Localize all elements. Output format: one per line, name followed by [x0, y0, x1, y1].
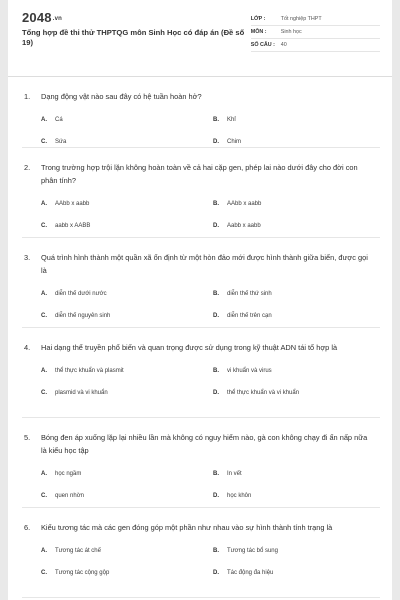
option-text: aabb x AABB — [55, 223, 91, 229]
answer-options — [41, 360, 374, 404]
meta-row-class — [251, 13, 380, 26]
option-text: thể thực khuẩn và plasmit — [55, 368, 124, 374]
question-line — [24, 161, 374, 187]
option-b[interactable] — [213, 360, 383, 382]
option-letter: C. — [41, 570, 47, 576]
option-text: AAbb x aabb — [227, 201, 262, 207]
option-letter: D. — [213, 313, 219, 319]
option-letter: B. — [213, 368, 219, 374]
option-letter: C. — [41, 493, 47, 499]
header-left — [22, 10, 251, 48]
logo-text: 2048 — [22, 10, 52, 25]
option-a[interactable] — [41, 540, 213, 562]
meta-value: 40 — [280, 42, 287, 48]
question-text: Trong trường hợp trội lặn không hoàn toàn về cả hai cặp gen, phép lai nào dưới đây cho đời con phân tính? — [41, 163, 358, 185]
question-item — [22, 148, 380, 238]
option-a[interactable] — [41, 109, 213, 131]
option-letter: D. — [213, 493, 219, 499]
meta-value: Tốt nghiệp THPT — [280, 16, 322, 22]
option-letter: A. — [41, 471, 47, 477]
option-letter: D. — [213, 570, 219, 576]
option-c[interactable] — [41, 382, 213, 404]
option-a[interactable] — [41, 463, 213, 485]
option-text: Khỉ — [227, 117, 236, 123]
option-text: quen nhờn — [55, 493, 84, 499]
option-c[interactable] — [41, 305, 213, 327]
answer-options — [41, 109, 374, 153]
option-text: Sứa — [55, 139, 67, 145]
meta-value: Sinh học — [280, 29, 302, 35]
option-b[interactable] — [213, 283, 383, 305]
option-text: học ngầm — [55, 471, 82, 477]
question-line — [24, 251, 374, 277]
option-text: Tương tác bổ sung — [227, 548, 278, 554]
option-letter: A. — [41, 548, 47, 554]
site-logo[interactable] — [22, 10, 251, 25]
option-c[interactable] — [41, 485, 213, 507]
question-line — [24, 521, 374, 534]
option-letter: C. — [41, 390, 47, 396]
option-letter: B. — [213, 291, 219, 297]
option-text: diễn thế thứ sinh — [227, 291, 272, 297]
option-text: diễn thế trên cạn — [227, 313, 272, 319]
document-page — [8, 0, 392, 600]
option-text: vi khuẩn và virus — [227, 368, 272, 374]
option-c[interactable] — [41, 215, 213, 237]
option-letter: A. — [41, 201, 47, 207]
answer-options — [41, 463, 374, 507]
option-letter: C. — [41, 139, 47, 145]
option-d[interactable] — [213, 485, 383, 507]
question-item — [22, 77, 380, 148]
question-number: 5. — [24, 433, 31, 442]
option-a[interactable] — [41, 283, 213, 305]
question-line — [24, 90, 374, 103]
option-d[interactable] — [213, 131, 383, 153]
question-item — [22, 508, 380, 598]
meta-key: SỐ CÂU : — [250, 42, 275, 48]
question-number: 1. — [24, 92, 31, 101]
option-text: Chim — [227, 139, 242, 145]
option-text: Tác động đa hiệu — [227, 570, 274, 576]
option-text: Tương tác át chế — [55, 548, 101, 554]
option-text: In vết — [227, 471, 242, 477]
question-text: Hai dạng thể truyền phổ biến và quan trọng được sử dụng trong kỹ thuật ADN tái tổ hợp là — [41, 343, 338, 352]
question-line — [24, 341, 374, 354]
option-letter: D. — [213, 139, 219, 145]
option-text: Aabb x aabb — [227, 223, 261, 229]
option-letter: B. — [213, 548, 219, 554]
option-c[interactable] — [41, 131, 213, 153]
option-letter: A. — [41, 117, 47, 123]
option-d[interactable] — [213, 305, 383, 327]
option-letter: C. — [41, 223, 47, 229]
question-item — [22, 238, 380, 328]
option-b[interactable] — [213, 109, 383, 131]
option-a[interactable] — [41, 360, 213, 382]
meta-row-subject — [251, 26, 380, 39]
question-number: 4. — [24, 343, 31, 352]
option-letter: B. — [213, 117, 219, 123]
logo-suffix: .vn — [52, 15, 63, 22]
meta-key: LỚP : — [250, 16, 266, 22]
option-letter: D. — [213, 223, 219, 229]
question-item — [22, 328, 380, 418]
question-item — [22, 418, 380, 508]
option-c[interactable] — [41, 562, 213, 584]
option-text: Cá — [55, 117, 63, 123]
option-b[interactable] — [213, 463, 383, 485]
question-number: 6. — [24, 523, 31, 532]
option-text: diễn thế dưới nước — [55, 291, 107, 297]
question-number: 3. — [24, 253, 31, 262]
option-letter: B. — [213, 471, 219, 477]
option-letter: A. — [41, 368, 47, 374]
option-text: plasmid và vi khuẩn — [55, 390, 108, 396]
option-d[interactable] — [213, 215, 383, 237]
page-title: Tổng hợp đề thi thử THPTQG môn Sinh Học có đáp án (Đề số 19) — [22, 28, 245, 47]
option-letter: C. — [41, 313, 47, 319]
question-line — [24, 431, 374, 457]
option-a[interactable] — [41, 193, 213, 215]
question-text: Dạng động vật nào sau đây có hệ tuần hoàn hở? — [41, 92, 202, 101]
question-text: Quá trình hình thành một quần xã ổn định từ một hòn đảo mới được hình thành giữa biển, được gọi là — [41, 253, 368, 275]
answer-options — [41, 283, 374, 327]
option-text: AAbb x aabb — [55, 201, 90, 207]
meta-row-count — [251, 39, 380, 52]
meta-key: MÔN : — [250, 29, 267, 35]
answer-options — [41, 540, 374, 584]
answer-options — [41, 193, 374, 237]
option-text: Tương tác cộng gộp — [55, 570, 110, 576]
header — [22, 10, 380, 62]
question-text: Bóng đen áp xuống lặp lại nhiều lần mà không có nguy hiểm nào, gà con không chạy đi ẩn nấp nữa là kiểu học tập — [41, 433, 368, 455]
option-b[interactable] — [213, 540, 383, 562]
option-b[interactable] — [213, 193, 383, 215]
option-d[interactable] — [213, 562, 383, 584]
option-d[interactable] — [213, 382, 383, 404]
option-letter: B. — [213, 201, 219, 207]
option-letter: A. — [41, 291, 47, 297]
option-text: thể thực khuẩn và vi khuẩn — [227, 390, 300, 396]
option-text: học khôn — [227, 493, 252, 499]
document-meta — [251, 13, 380, 52]
option-letter: D. — [213, 390, 219, 396]
option-text: diễn thế nguyên sinh — [55, 313, 111, 319]
question-number: 2. — [24, 163, 31, 172]
question-text: Kiểu tương tác mà các gen đóng góp một phần như nhau vào sự hình thành tính trạng là — [41, 523, 333, 532]
